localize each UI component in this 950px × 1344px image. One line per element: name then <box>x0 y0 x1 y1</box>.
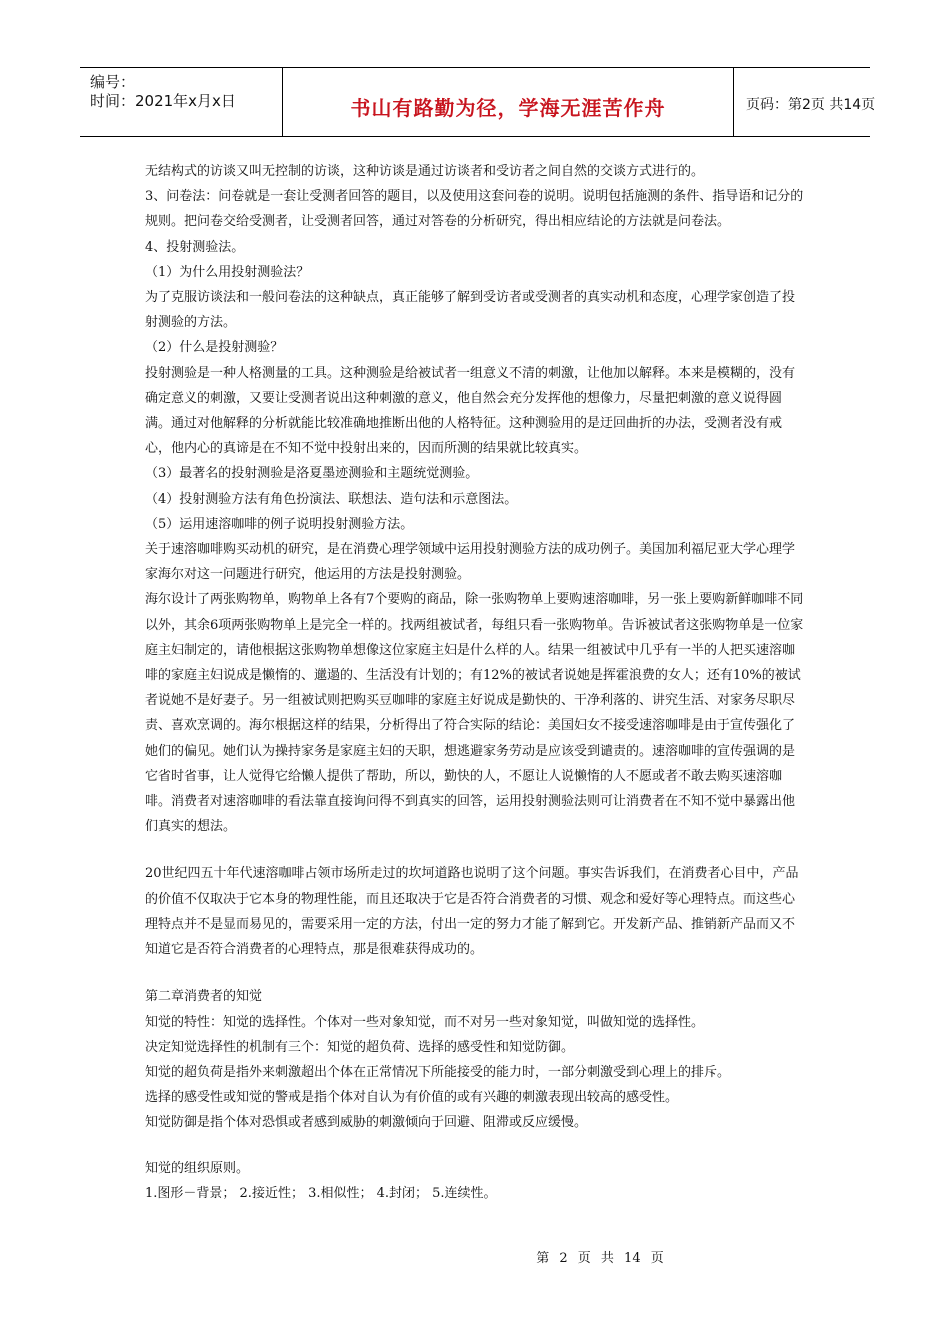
page-footer: 第 2 页 共 14 页 <box>536 1251 664 1266</box>
chapter-line: 知觉的超负荷是指外来刺激超出个体在正常情况下所能接受的能力时，一部分刺激受到心理上的排斥。 <box>145 1064 731 1080</box>
chapter-title: 第二章消费者的知觉 <box>145 989 263 1005</box>
chapter-line: 知觉的特性：知觉的选择性。个体对一些对象知觉，而不对另一些对象知觉，叫做知觉的选择性。 <box>145 1014 705 1030</box>
spacer <box>145 1136 805 1156</box>
spacer <box>145 962 805 984</box>
motto-text: 书山有路勤为径，学海无涯苦作舟 <box>350 96 666 120</box>
paragraph: 20世纪四五十年代速溶咖啡占领市场所走过的坎坷道路也说明了这个问题。事实告诉我们，在消费者心目中，产品的价值不仅取决于它本身的物理性能，而且还取决于它是否符合消费者的习惯、观念和爱好等心理特点。而这些心理特点并不是显而易见的，需要采用一定的方法，付出一定的努力才能了解到它。开发新产品、推销新产品而又不知道它是否符合消费者的心理特点，那是很难获得成功的。 <box>145 866 799 958</box>
spacer <box>145 839 805 861</box>
paragraph: （4）投射测验方法有角色扮演法、联想法、造句法和示意图法。 <box>145 491 518 507</box>
paragraph: 3、问卷法：问卷就是一套让受测者回答的题目，以及使用这套问卷的说明。说明包括施测的条件、指导语和记分的规则。把问卷交给受测者，让受测者回答，通过对答卷的分析研究，得出相应结论的方法就是问卷法。 <box>145 189 804 230</box>
paragraph: 投射测验是一种人格测量的工具。这种测验是给被试者一组意义不清的刺激，让他加以解释。本来是模糊的，没有确定意义的刺激，又要让受测者说出这种刺激的意义，他自然会充分发挥他的想像力，尽量把刺激的意义说得圆满。通过对他解释的分析就能比较准确地推断出他的人格特征。这种测验用的是迂回曲折的办法，受测者没有戒心，他内心的真谛是在不知不觉中投射出来的，因而所测的结果就比较真实。 <box>145 365 796 457</box>
section-title: 知觉的组织原则。 <box>145 1160 250 1176</box>
paragraph: （1）为什么用投射测验法？ <box>145 264 310 280</box>
header-motto-cell <box>282 68 734 136</box>
header-page-cell <box>734 68 876 136</box>
paragraph: （5）运用速溶咖啡的例子说明投射测验方法。 <box>145 516 414 532</box>
time-label: 时间：2021年x月x日 <box>90 92 236 110</box>
chapter-line: 知觉防御是指个体对恐惧或者感到威胁的刺激倾向于回避、阻滞或反应缓慢。 <box>145 1115 588 1131</box>
paragraph: 关于速溶咖啡购买动机的研究，是在消费心理学领域中运用投射测验方法的成功例子。美国加利福尼亚大学心理学家海尔对这一问题进行研究，他运用的方法是投射测验。 <box>145 542 796 583</box>
serial-label: 编号： <box>90 73 136 91</box>
principles-list: 1.图形－背景； 2.接近性； 3.相似性； 4.封闭； 5.连续性。 <box>145 1185 497 1201</box>
paragraph: （3）最著名的投射测验是洛夏墨迹测验和主题统觉测验。 <box>145 466 479 482</box>
page-number-label: 页码：第2页 共14页 <box>746 97 876 113</box>
paragraph: （2）什么是投射测验？ <box>145 340 284 356</box>
header-info-cell <box>80 68 282 136</box>
chapter-line: 选择的感受性或知觉的警戒是指个体对自认为有价值的或有兴趣的刺激表现出较高的感受性。 <box>145 1090 679 1106</box>
document-body <box>145 159 805 1206</box>
paragraph: 4、投射测验法。 <box>145 239 245 255</box>
paragraph: 为了克服访谈法和一般问卷法的这种缺点，真正能够了解到受访者或受测者的真实动机和态度，心理学家创造了投射测验的方法。 <box>145 290 796 331</box>
page-header <box>80 67 876 137</box>
paragraph: 无结构式的访谈又叫无控制的访谈，这种访谈是通过访谈者和受访者之间自然的交谈方式进行的。 <box>145 164 705 179</box>
chapter-line: 决定知觉选择性的机制有三个：知觉的超负荷、选择的感受性和知觉防御。 <box>145 1039 575 1055</box>
paragraph: 海尔设计了两张购物单，购物单上各有7个要购的商品，除一张购物单上要购速溶咖啡，另一张上要购新鲜咖啡不同以外，其余6项两张购物单上是完全一样的。找两组被试者，每组只看一张购物单。告诉被试者这张购物单是一位家庭主妇制定的，请他根据这张购物单想像这位家庭主妇是什么样的人。结果一组被试中几乎有一半的人把买速溶咖啡的家庭主妇说成是懒惰的、邋遢的、生活没有计划的；有12%的被试者说她是挥霍浪费的女人；还有10%的被试者说她不是好妻子。另一组被试则把购买豆咖啡的家庭主好说成是勤快的、干净利落的、讲究生活、对家务尽职尽责、喜欢烹调的。海尔根据这样的结果，分析得出了符合实际的结论：美国妇女不接受速溶咖啡是由于宣传强化了她们的偏见。她们认为操持家务是家庭主妇的天职，想逃避家务劳动是应该受到谴责的。速溶咖啡的宣传强调的是它省时省事，让人觉得它给懒人提供了帮助，所以，勤快的人，不愿让人说懒惰的人不愿或者不敢去购买速溶咖啡。消费者对速溶咖啡的看法靠直接询问得不到真实的回答，运用投射测验法则可让消费者在不知不觉中暴露出他们真实的想法。 <box>145 592 804 835</box>
